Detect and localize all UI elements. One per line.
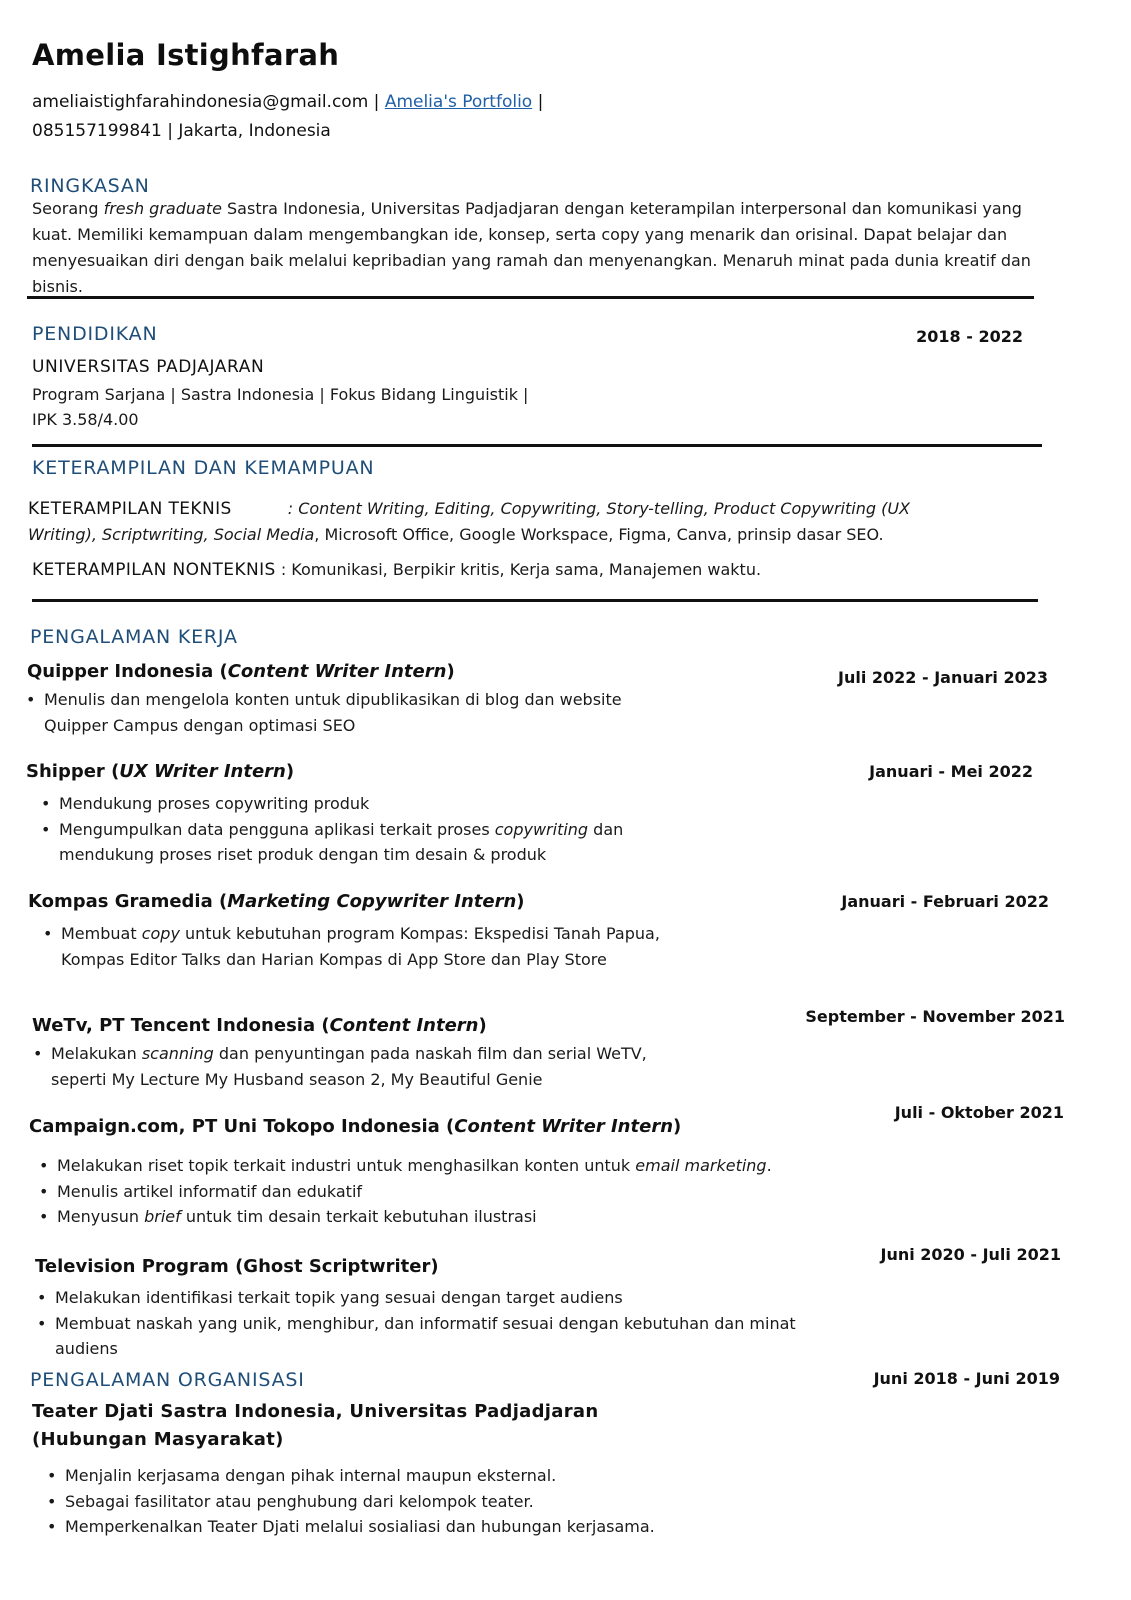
job-date: Januari - Februari 2022: [841, 892, 1049, 911]
portfolio-link[interactable]: Amelia's Portfolio: [384, 92, 533, 112]
list-item: • Menulis artikel informatif dan edukatif: [37, 1179, 837, 1205]
summary-text: Seorang fresh graduate Sastra Indonesia, Universitas Padjadjaran dengan keterampilan interpersonal dan komunikasi yang kuat. Memiliki kemampuan dalam mengembangkan ide, konsep, serta copy yang menarik dan orisinal. Dapat belajar dan menyesuaikan diri dengan baik melalui kepribadian yang ramah dan menyenangkan. Menaruh minat pada dunia kreatif dan bisnis.: [32, 199, 1031, 296]
summary-heading: RINGKASAN: [30, 175, 150, 197]
experience-heading: PENGALAMAN KERJA: [30, 626, 238, 648]
separator: |: [532, 92, 544, 112]
job-date: Januari - Mei 2022: [869, 762, 1033, 781]
nontechnical-skills-label: KETERAMPILAN NONTEKNIS: [32, 560, 276, 580]
gpa-text: IPK 3.58/4.00: [32, 410, 139, 429]
list-item: • Melakukan identifikasi terkait topik yang sesuai dengan target audiens: [35, 1285, 805, 1311]
organization-bullets: [45, 1463, 745, 1540]
list-item: • Membuat copy untuk kebutuhan program Kompas: Ekspedisi Tanah Papua, Kompas Editor Talks dan Harian Kompas di App Store dan Play Store: [41, 921, 681, 972]
job-title: Shipper (UX Writer Intern): [26, 761, 295, 782]
job-bullets: [37, 1153, 837, 1230]
list-item: • Menulis dan mengelola konten untuk dipublikasikan di blog dan website Quipper Campus dengan optimasi SEO: [24, 687, 634, 738]
technical-skills: KETERAMPILAN TEKNIS : Content Writing, Editing, Copywriting, Story-telling, Product Copywriting (UX Writing), Scriptwriting, Social Media, Microsoft Office, Google Workspace, Figma, Canva, prinsip dasar SEO.: [28, 499, 911, 544]
program-text: Program Sarjana | Sastra Indonesia | Fokus Bidang Linguistik |: [32, 385, 529, 404]
job-date: Juni 2020 - Juli 2021: [880, 1245, 1061, 1264]
email-text: ameliaistighfarahindonesia@gmail.com: [32, 92, 369, 112]
organization-date: Juni 2018 - Juni 2019: [873, 1369, 1060, 1388]
list-item: • Melakukan scanning dan penyuntingan pada naskah film dan serial WeTV, seperti My Lecture My Husband season 2, My Beautiful Genie: [31, 1041, 661, 1092]
job-title: Quipper Indonesia (Content Writer Intern): [27, 661, 455, 682]
job-title: WeTv, PT Tencent Indonesia (Content Intern): [32, 1015, 487, 1036]
list-item: • Melakukan riset topik terkait industri untuk menghasilkan konten untuk email marketing.: [37, 1153, 837, 1179]
list-item: • Menjalin kerjasama dengan pihak internal maupun eksternal.: [45, 1463, 745, 1489]
job-bullets: [31, 1041, 661, 1092]
separator: |: [368, 92, 385, 112]
job-bullets: [24, 687, 634, 738]
job-date: Juli - Oktober 2021: [894, 1103, 1064, 1122]
education-date: 2018 - 2022: [916, 327, 1023, 346]
education-heading: PENDIDIKAN: [32, 323, 158, 345]
job-bullets: [41, 921, 681, 972]
skills-heading: KETERAMPILAN DAN KEMAMPUAN: [32, 457, 375, 479]
job-title: Television Program (Ghost Scriptwriter): [35, 1256, 439, 1277]
list-item: • Memperkenalkan Teater Djati melalui sosialiasi dan hubungan kerjasama.: [45, 1514, 745, 1540]
divider: [32, 599, 1038, 602]
job-bullets: [35, 1285, 805, 1362]
candidate-name: Amelia Istighfarah: [32, 38, 340, 72]
contact-line: [32, 92, 543, 112]
list-item: • Membuat naskah yang unik, menghibur, dan informatif sesuai dengan kebutuhan dan minat audiens: [35, 1311, 805, 1362]
job-title: Campaign.com, PT Uni Tokopo Indonesia (Content Writer Intern): [29, 1116, 682, 1137]
list-item: • Mendukung proses copywriting produk: [39, 791, 679, 817]
school-name: UNIVERSITAS PADJAJARAN: [32, 357, 265, 377]
phone-location: 085157199841 | Jakarta, Indonesia: [32, 121, 331, 141]
job-title: Kompas Gramedia (Marketing Copywriter Intern): [28, 891, 525, 912]
job-date: September - November 2021: [805, 1007, 1065, 1026]
list-item: • Mengumpulkan data pengguna aplikasi terkait proses copywriting dan mendukung proses riset produk dengan tim desain & produk: [39, 817, 679, 868]
list-item: • Menyusun brief untuk tim desain terkait kebutuhan ilustrasi: [37, 1204, 837, 1230]
job-bullets: [39, 791, 679, 868]
job-date: Juli 2022 - Januari 2023: [838, 668, 1048, 687]
technical-skills-label: KETERAMPILAN TEKNIS: [28, 499, 232, 519]
nontechnical-skills: KETERAMPILAN NONTEKNIS : Komunikasi, Berpikir kritis, Kerja sama, Manajemen waktu.: [32, 560, 762, 580]
divider: [32, 444, 1042, 447]
divider: [27, 296, 1034, 299]
list-item: • Sebagai fasilitator atau penghubung dari kelompok teater.: [45, 1489, 745, 1515]
organization-title: Teater Djati Sastra Indonesia, Universitas Padjadjaran (Hubungan Masyarakat): [32, 1401, 599, 1450]
organization-heading: PENGALAMAN ORGANISASI: [30, 1369, 305, 1391]
